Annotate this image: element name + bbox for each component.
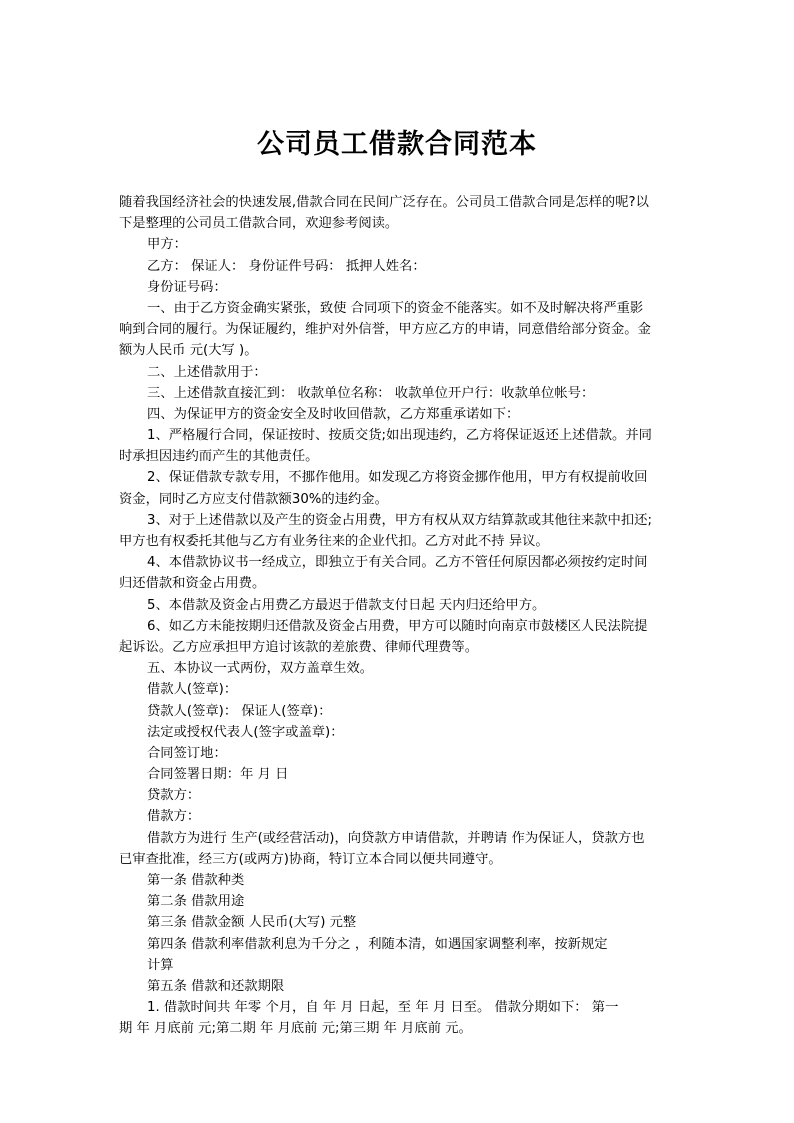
text-line: 归还借款和资金占用费。 [119, 576, 266, 592]
text-line: 合同签署日期：年 月 日 [147, 767, 289, 783]
text-line: 响到合同的履行。为保证履约，维护对外信誉，甲方应乙方的申请，同意借给部分资金。金 [119, 322, 651, 338]
text-line: 四、为保证甲方的资金安全及时收回借款，乙方郑重承诺如下： [147, 406, 520, 422]
text-line: 3、对于上述借款以及产生的资金占用费，甲方有权从双方结算款或其他往来款中扣还; [147, 512, 652, 528]
text-line: 第一条 借款种类 [147, 873, 245, 888]
text-line: 额为人民币 元(大写 )。 [119, 343, 258, 359]
text-line: 一、由于乙方资金确实紧张，致使 合同项下的资金不能落实。如不及时解决将严重影 [147, 300, 644, 316]
text-line: 随着我国经济社会的快速发展,借款合同在民间广泛存在。公司员工借款合同是怎样的呢?以 [119, 195, 649, 210]
text-line: 计算 [147, 957, 174, 973]
text-line: 二、上述借款用于： [147, 364, 267, 380]
document-title: 公司员工借款合同范本 [257, 129, 537, 160]
text-line: 借款方为进行 生产(或经营活动)，向贷款方申请借款，并聘请 作为保证人，贷款方也 [147, 830, 645, 846]
text-line: 合同签订地： [147, 745, 227, 761]
text-line: 法定或授权代表人(签字或盖章)： [147, 724, 344, 740]
text-line: 甲方也有权委托其他与乙方有业务往来的企业代扣。乙方对此不持 异议。 [119, 534, 549, 549]
text-line: 贷款人(签章)： 保证人(签章)： [147, 703, 332, 719]
text-line: 起诉讼。乙方应承担甲方追讨该款的差旅费、律师代理费等。 [119, 639, 479, 655]
text-line: 下是整理的公司员工借款合同，欢迎参考阅读。 [119, 216, 399, 232]
text-line: 第五条 借款和还款期限 [147, 978, 285, 994]
text-line: 6、如乙方未能按期归还借款及资金占用费，甲方可以随时向南京市鼓楼区人民法院提 [147, 618, 648, 634]
text-line: 已审查批准，经三方(或两方)协商，特订立本合同以便共同遵守。 [119, 851, 502, 867]
text-line: 资金，同时乙方应支付借款额30%的违约金。 [119, 491, 388, 507]
text-line: 第四条 借款利率借款利息为千分之 ，利随本清，如遇国家调整利率，按新规定 [147, 936, 608, 952]
text-line: 1、严格履行合同，保证按时、按质交货;如出现违约，乙方将保证返还上述借款。并同 [147, 428, 652, 444]
text-line: 时承担因违约而产生的其他责任。 [119, 449, 319, 465]
text-line: 贷款方： [147, 788, 201, 804]
text-line: 借款人(签章)： [147, 682, 238, 698]
text-line: 第二条 借款用途 [147, 894, 245, 910]
text-line: 第三条 借款金额 人民币(大写) 元整 [147, 915, 357, 931]
text-line: 乙方： 保证人： 身份证件号码： 抵押人姓名： [147, 258, 426, 274]
text-line: 借款方： [147, 809, 201, 825]
text-line: 1. 借款时间共 年零 个月，自 年 月 日起，至 年 月 日至。 借款分期如下： 第一 [147, 1000, 619, 1016]
text-line: 2、保证借款专款专用，不挪作他用。如发现乙方将资金挪作他用，甲方有权提前收回 [147, 470, 648, 486]
text-line: 身份证号码： [147, 279, 227, 295]
text-line: 4、本借款协议书一经成立，即独立于有关合同。乙方不管任何原因都必须按约定时间 [147, 555, 648, 571]
text-line: 5、本借款及资金占用费乙方最迟于借款支付日起 天内归还给甲方。 [147, 597, 546, 613]
text-line: 三、上述借款直接汇到： 收款单位名称： 收款单位开户行：收款单位帐号： [147, 385, 595, 401]
text-line: 五、本协议一式两份，双方盖章生效。 [147, 661, 374, 677]
document-body [119, 192, 675, 1040]
text-line: 期 年 月底前 元;第二期 年 月底前 元;第三期 年 月底前 元。 [119, 1021, 472, 1037]
text-line: 甲方： [147, 237, 187, 253]
